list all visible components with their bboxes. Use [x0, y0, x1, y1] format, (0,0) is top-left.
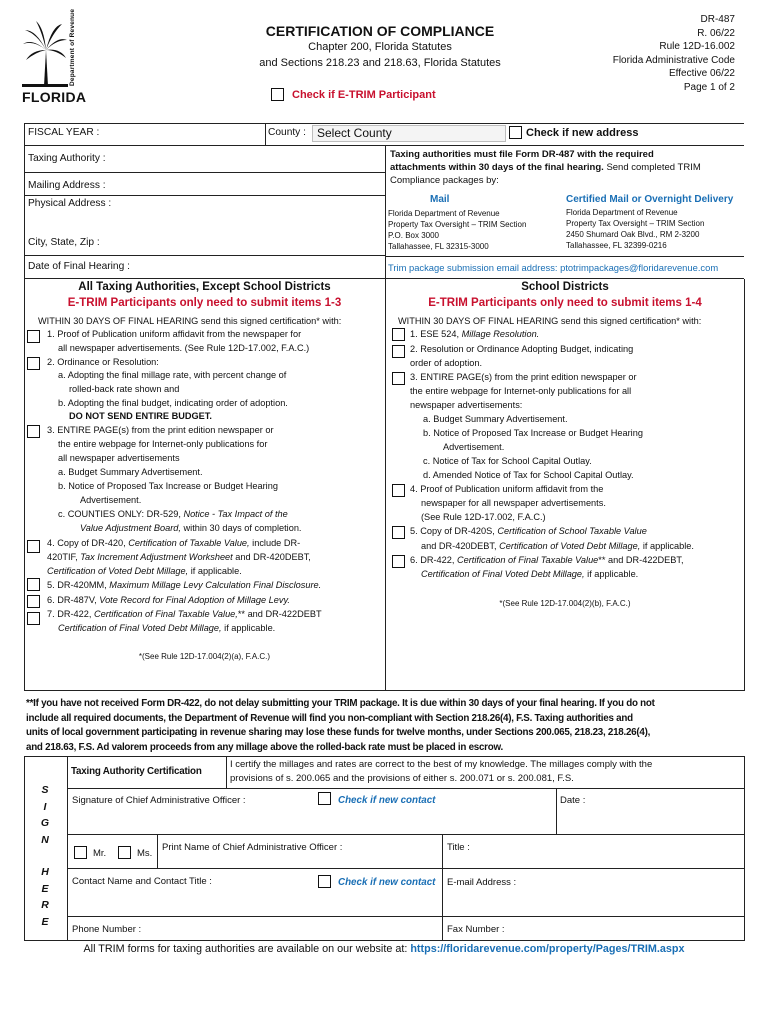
- fax-label: Fax Number :: [447, 924, 505, 935]
- divider: [226, 756, 227, 788]
- left-item-5-checkbox[interactable]: [27, 578, 40, 591]
- right-item-1-b: Millage Resolution.: [461, 329, 540, 339]
- new-address-label: Check if new address: [526, 127, 639, 139]
- right-item-3c: c. Notice of Tax for School Capital Outlay.: [423, 456, 592, 466]
- sign-letter: E: [41, 882, 49, 895]
- right-item-6: [410, 554, 684, 568]
- fax-field[interactable]: [515, 919, 740, 938]
- right-item-3-checkbox[interactable]: [392, 372, 405, 385]
- right-item-3-text: newspaper advertisements:: [410, 400, 523, 410]
- sign-letter: I: [43, 800, 47, 813]
- email-label: E-mail Address :: [447, 877, 517, 888]
- title-label: Title :: [447, 842, 470, 853]
- new-address-checkbox[interactable]: [509, 126, 522, 139]
- left-item-3c: [47, 508, 288, 522]
- right-column-subheading: E-TRIM Participants only need to submit items 1-4: [428, 297, 702, 309]
- right-item-4-text: (See Rule 12D-17.002, F.A.C.): [421, 512, 546, 522]
- filing-instructions-line3: Compliance packages by:: [390, 175, 499, 186]
- submission-email[interactable]: Trim package submission email address: ptotrimpackages@floridarevenue.com: [388, 262, 719, 273]
- divider: [385, 279, 386, 691]
- divider: [442, 834, 443, 940]
- email-field[interactable]: [530, 872, 740, 912]
- left-item-7-text: [47, 622, 275, 636]
- mailing-address-input[interactable]: [115, 175, 380, 193]
- right-item-5-a: 5. Copy of DR-420S,: [410, 526, 495, 536]
- divider: [67, 868, 745, 869]
- etrim-label: Check if E-TRIM Participant: [292, 89, 436, 101]
- left-item-5: [47, 579, 321, 593]
- right-item-4: 4. Proof of Publication uniform affidavit from the: [410, 484, 604, 494]
- phone-label: Phone Number :: [72, 924, 142, 935]
- filing-instructions-bold-1: Taxing authorities must file Form DR-487 with the required: [390, 149, 654, 160]
- form-revision: R. 06/22: [697, 27, 735, 39]
- left-footnote: *(See Rule 12D-17.004(2)(a), F.A.C.): [138, 652, 271, 661]
- left-item-4-e: Tax Increment Adjustment Worksheet: [80, 552, 233, 562]
- right-item-3b: b. Notice of Proposed Tax Increase or Budget Hearing: [423, 428, 643, 438]
- left-item-4-a: 4. Copy of DR-420,: [47, 538, 126, 548]
- left-item-7-c: ** and DR-422DEBT: [237, 609, 322, 619]
- mail-address: [388, 208, 526, 252]
- warning-notice: [26, 697, 746, 755]
- right-item-6-e: if applicable.: [587, 569, 639, 579]
- filing-instructions: [390, 148, 742, 187]
- county-select[interactable]: Select County: [312, 125, 506, 142]
- cao-signature-label: Signature of Chief Administrative Officer :: [72, 795, 246, 806]
- divider: [67, 788, 745, 789]
- right-item-2-text: order of adoption.: [410, 358, 483, 368]
- left-item-3c-text: [47, 522, 302, 536]
- warning-line: **If you have not received Form DR-422, do not delay submitting your TRIM package. It is due within 30 days of your final hearing. If you do not: [26, 698, 655, 709]
- taxing-authority-input[interactable]: [120, 148, 380, 170]
- left-item-2-checkbox[interactable]: [27, 357, 40, 370]
- taxing-authority-label: Taxing Authority :: [28, 153, 106, 164]
- date-label: Date :: [560, 795, 586, 806]
- divider: [24, 756, 745, 757]
- mail-line: Florida Department of Revenue: [388, 209, 500, 218]
- divider: [67, 916, 745, 917]
- right-item-6-c: ** and DR-422DEBT,: [598, 555, 684, 565]
- right-item-5: [410, 525, 647, 539]
- right-item-5-text: [410, 540, 694, 554]
- left-item-7-e: if applicable.: [224, 623, 276, 633]
- sign-letter: G: [40, 817, 50, 829]
- right-item-4-checkbox[interactable]: [392, 484, 405, 497]
- left-item-6-checkbox[interactable]: [27, 595, 40, 608]
- warning-line: units of local government participating in revenue sharing may lose these funds for twelve months, under Sections 200.065, 218.23, 218.26(4),: [26, 727, 651, 739]
- divider: [744, 279, 745, 691]
- certified-address: [566, 207, 704, 251]
- left-within: WITHIN 30 DAYS OF FINAL HEARING send this signed certification* with:: [38, 316, 342, 326]
- city-state-zip-input[interactable]: [110, 234, 380, 253]
- left-item-3c-d: within 30 days of completion.: [183, 523, 302, 533]
- form-rule: Rule 12D-16.002: [659, 41, 735, 52]
- certified-heading: Certified Mail or Overnight Delivery: [566, 194, 734, 205]
- logo-agency: Department of Revenue: [69, 8, 76, 86]
- left-item-4-b: Certification of Taxable Value,: [128, 538, 250, 548]
- left-item-2: 2. Ordinance or Resolution:: [47, 357, 159, 367]
- print-name-field[interactable]: [162, 853, 437, 867]
- left-item-3c-a: c. COUNTIES ONLY: DR-529,: [58, 509, 181, 519]
- right-item-3: 3. ENTIRE PAGE(s) from the print edition newspaper or: [410, 372, 637, 382]
- left-item-4-c: include DR-: [252, 538, 301, 548]
- divider: [24, 255, 385, 256]
- logo-state: FLORIDA: [22, 89, 87, 105]
- form-page: Page 1 of 2: [683, 81, 735, 93]
- left-column-heading: All Taxing Authorities, Except School Districts: [78, 281, 331, 293]
- left-item-7-b: Certification of Final Taxable Value,: [94, 609, 238, 619]
- left-item-2a-text: rolled-back rate shown and: [69, 384, 180, 394]
- certified-line: Tallahassee, FL 32399-0216: [566, 241, 667, 250]
- form-number: DR-487: [700, 14, 735, 25]
- sign-letter: S: [41, 784, 49, 796]
- right-item-3-text: the entire webpage for Internet-only publications for all: [410, 386, 632, 396]
- left-item-3c-b: Notice - Tax Impact of the: [183, 509, 288, 519]
- florida-dor-logo: [22, 8, 87, 106]
- mailing-address-label: Mailing Address :: [28, 180, 106, 191]
- left-item-2c: DO NOT SEND ENTIRE BUDGET.: [69, 411, 212, 421]
- final-hearing-date-label: Date of Final Hearing :: [28, 261, 130, 272]
- palm-tree-icon: [22, 20, 68, 88]
- left-item-3-checkbox[interactable]: [27, 425, 40, 438]
- filing-instructions-tail: Send completed TRIM: [606, 162, 701, 173]
- final-hearing-date-input[interactable]: [145, 258, 380, 276]
- left-item-3-text: the entire webpage for Internet-only publications for: [58, 439, 268, 449]
- right-item-5-e: if applicable.: [642, 541, 694, 551]
- left-item-2b: b. Adopting the final budget, indicating order of adoption.: [58, 398, 288, 408]
- right-footnote: *(See Rule 12D-17.004(2)(b), F.A.C.): [499, 599, 631, 608]
- right-item-1-checkbox[interactable]: [392, 328, 405, 341]
- right-item-3b-text: Advertisement.: [443, 442, 505, 452]
- left-item-5-b: Maximum Millage Levy Calculation Final Disclosure.: [109, 580, 322, 590]
- left-item-7-a: 7. DR-422,: [47, 609, 92, 619]
- warning-line: include all required documents, the Department of Revenue will find you non-compliant with Section 218.26(4), F.S. Taxing authorities and: [26, 712, 633, 724]
- right-item-5-d: Certification of Voted Debt Millage,: [499, 541, 641, 551]
- divider: [24, 172, 385, 173]
- title-field[interactable]: [475, 838, 740, 866]
- left-item-1-checkbox[interactable]: [27, 330, 40, 343]
- ms-label: Ms.: [137, 848, 153, 859]
- left-item-4-f: and DR-420DEBT,: [235, 552, 311, 562]
- left-item-1: 1. Proof of Publication uniform affidavit from the newspaper for: [47, 329, 302, 339]
- divider: [67, 834, 745, 835]
- right-item-5-checkbox[interactable]: [392, 526, 405, 539]
- certified-line: Florida Department of Revenue: [566, 208, 678, 217]
- certification-statement: [230, 758, 652, 785]
- left-item-6-b: Vote Record for Final Adoption of Millage Levy.: [99, 595, 290, 605]
- form-subtitle-1: Chapter 200, Florida Statutes: [308, 41, 452, 53]
- left-item-3c-c: Value Adjustment Board,: [80, 523, 181, 533]
- right-item-4-text: newspaper for all newspaper advertisements.: [421, 498, 606, 508]
- left-item-7: [47, 608, 322, 622]
- left-item-7-d: Certification of Final Voted Debt Millage,: [58, 623, 222, 633]
- mail-heading: Mail: [430, 194, 450, 205]
- sign-here-vertical: [35, 782, 55, 930]
- mail-line: Property Tax Oversight – TRIM Section: [388, 220, 527, 229]
- divider: [24, 690, 745, 691]
- right-item-6-d: Certification of Final Voted Debt Millage,: [421, 569, 585, 579]
- divider: [67, 756, 68, 940]
- divider: [385, 256, 744, 257]
- city-state-zip-label: City, State, Zip :: [28, 237, 100, 248]
- divider: [744, 756, 745, 940]
- ms-checkbox[interactable]: [118, 846, 131, 859]
- divider: [24, 279, 25, 691]
- left-item-5-a: 5. DR-420MM,: [47, 580, 107, 590]
- left-item-3a: a. Budget Summary Advertisement.: [58, 467, 203, 477]
- contact-name-field[interactable]: [72, 890, 437, 914]
- divider: [265, 123, 266, 145]
- divider: [157, 834, 158, 868]
- right-item-5-c: and DR-420DEBT,: [421, 541, 497, 551]
- taxing-authority-certification-label: Taxing Authority Certification: [71, 766, 202, 777]
- left-item-3b-text: Advertisement.: [80, 495, 142, 505]
- divider: [24, 195, 385, 196]
- left-item-6: [47, 594, 290, 608]
- divider: [385, 145, 386, 278]
- left-item-4-g: Certification of Voted Debt Millage,: [47, 566, 189, 576]
- right-item-3a: a. Budget Summary Advertisement.: [423, 414, 568, 424]
- footer-text: All TRIM forms for taxing authorities are available on our website at:: [83, 943, 408, 955]
- right-item-1-a: 1. ESE 524,: [410, 329, 460, 339]
- etrim-checkbox[interactable]: [271, 88, 284, 101]
- physical-address-input[interactable]: [118, 197, 380, 233]
- footer-link[interactable]: https://floridarevenue.com/property/Pages/TRIM.aspx: [410, 943, 685, 955]
- form-effective: Effective 06/22: [669, 68, 735, 79]
- right-item-6-a: 6. DR-422,: [410, 555, 455, 565]
- right-item-5-b: Certification of School Taxable Value: [497, 526, 647, 536]
- divider: [24, 123, 744, 124]
- filing-instructions-bold-2: attachments within 30 days of the final hearing.: [390, 162, 604, 173]
- sign-letter: H: [41, 866, 49, 878]
- new-contact-checkbox-2[interactable]: [318, 875, 331, 888]
- form-code: Florida Administrative Code: [612, 54, 735, 66]
- mr-checkbox[interactable]: [74, 846, 87, 859]
- sign-letter: E: [41, 915, 49, 928]
- form-subtitle-2: and Sections 218.23 and 218.63, Florida Statutes: [259, 57, 501, 69]
- divider: [24, 278, 744, 279]
- new-contact-label: Check if new contact: [338, 795, 436, 806]
- footer: [24, 943, 744, 955]
- form-meta: [613, 13, 735, 94]
- form-title: CERTIFICATION OF COMPLIANCE: [265, 23, 495, 39]
- right-item-6-checkbox[interactable]: [392, 555, 405, 568]
- left-item-3b: b. Notice of Proposed Tax Increase or Budget Hearing: [58, 481, 278, 491]
- left-column-subheading: E-TRIM Participants only need to submit items 1-3: [67, 297, 342, 309]
- cao-signature-field[interactable]: [72, 808, 552, 832]
- divider: [556, 788, 557, 834]
- left-item-4: [47, 537, 300, 551]
- left-item-4-text: [47, 551, 311, 565]
- left-item-4-h: if applicable.: [190, 566, 242, 576]
- right-item-6-text: [410, 568, 638, 582]
- right-item-6-b: Certification of Final Taxable Value: [457, 555, 599, 565]
- sign-letter: N: [41, 833, 49, 846]
- right-item-1: [410, 328, 539, 342]
- date-field[interactable]: [590, 792, 740, 830]
- mail-line: Tallahassee, FL 32315-3000: [388, 242, 489, 251]
- left-item-2a: a. Adopting the final millage rate, with percent change of: [58, 370, 287, 380]
- fiscal-year-input[interactable]: [100, 125, 260, 143]
- divider: [24, 756, 25, 940]
- print-name-label: Print Name of Chief Administrative Officer :: [162, 842, 343, 853]
- certified-line: Property Tax Oversight – TRIM Section: [566, 219, 705, 228]
- warning-line: and 218.63, F.S. Ad valorem proceeds from any millage above the rolled-back rate must be placed in escrow.: [26, 741, 503, 753]
- fiscal-year-label: FISCAL YEAR :: [28, 127, 100, 138]
- left-item-1-text: all newspaper advertisements. (See Rule 12D-17.002, F.A.C.): [58, 343, 310, 353]
- left-item-7-checkbox[interactable]: [27, 612, 40, 625]
- certify-line: I certify the millages and rates are correct to the best of my knowledge. The millages comply with the: [230, 759, 653, 770]
- left-item-3: 3. ENTIRE PAGE(s) from the print edition newspaper or: [47, 425, 274, 435]
- left-item-3-text: all newspaper advertisements: [58, 453, 180, 463]
- right-within: WITHIN 30 DAYS OF FINAL HEARING send this signed certification* with:: [398, 316, 702, 326]
- mail-line: P.O. Box 3000: [388, 231, 439, 240]
- certified-line: 2450 Shumard Oak Blvd., RM 2-3200: [566, 230, 700, 239]
- physical-address-label: Physical Address :: [28, 198, 112, 209]
- certify-line: provisions of s. 200.065 and the provisions of either s. 200.071 or s. 200.081, F.S.: [230, 772, 574, 784]
- right-column-heading: School Districts: [521, 281, 609, 293]
- mr-label: Mr.: [93, 848, 107, 859]
- right-item-3d: d. Amended Notice of Tax for School Capital Outlay.: [423, 470, 634, 480]
- phone-field[interactable]: [150, 919, 435, 938]
- left-item-6-a: 6. DR-487V,: [47, 595, 97, 605]
- county-label: County :: [268, 127, 306, 138]
- divider: [24, 145, 744, 146]
- new-contact-label-2: Check if new contact: [338, 877, 436, 888]
- new-contact-checkbox[interactable]: [318, 792, 331, 805]
- right-item-2: 2. Resolution or Ordinance Adopting Budget, indicating: [410, 344, 634, 354]
- sign-letter: R: [41, 899, 49, 911]
- contact-name-label: Contact Name and Contact Title :: [72, 876, 212, 887]
- left-item-4-d: 420TIF,: [47, 552, 78, 562]
- left-item-4-text: [47, 565, 242, 579]
- divider: [24, 940, 745, 941]
- left-item-4-checkbox[interactable]: [27, 540, 40, 553]
